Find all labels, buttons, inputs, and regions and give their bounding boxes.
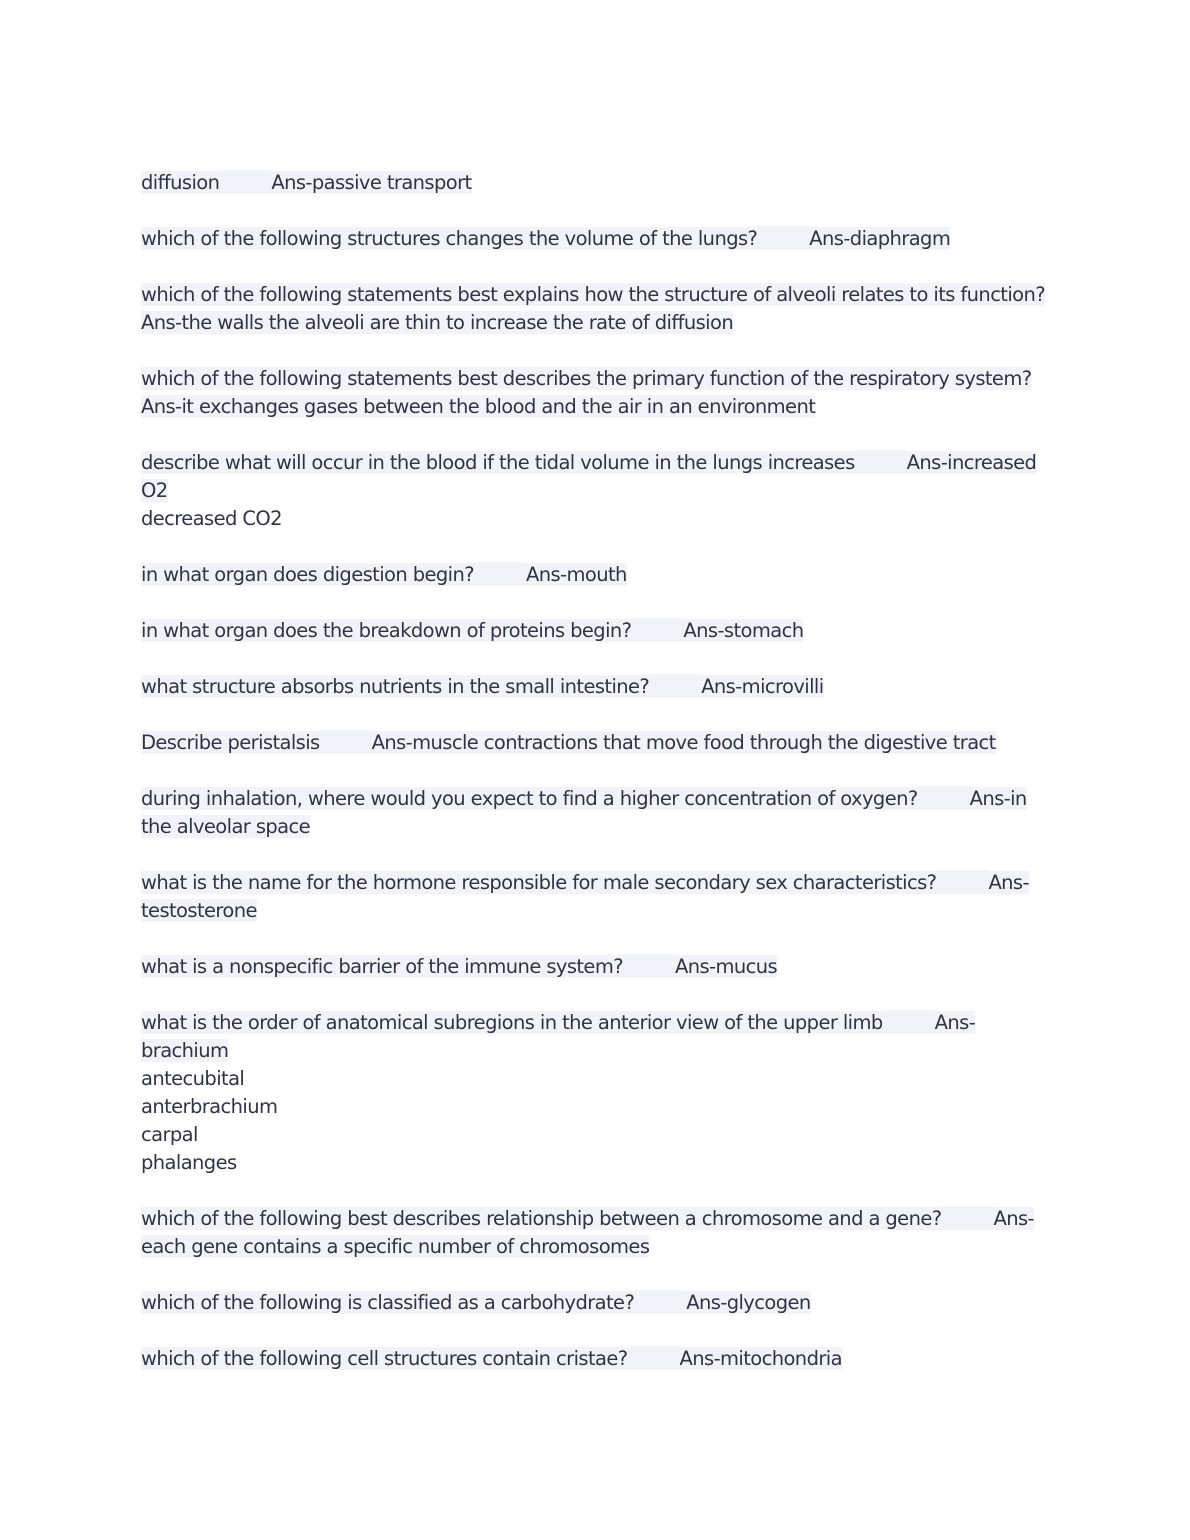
question-text: in what organ does digestion begin? <box>141 563 474 586</box>
qa-item <box>141 1289 1051 1317</box>
answer-text: Ans-it exchanges gases between the blood and the air in an environment <box>141 395 816 418</box>
answer-text: Ans-passive transport <box>271 171 472 194</box>
qa-item <box>141 1345 1051 1373</box>
question-text: during inhalation, where would you expect to find a higher concentration of oxygen? <box>141 787 918 810</box>
question-text: which of the following cell structures contain cristae? <box>141 1347 628 1370</box>
question-text: diffusion <box>141 171 220 194</box>
question-text: which of the following is classified as a carbohydrate? <box>141 1291 635 1314</box>
question-text: Describe peristalsis <box>141 731 320 754</box>
answer-text: Ans-increased O2 <box>141 451 1037 502</box>
answer-text-line-2: decreased CO2 <box>141 507 282 530</box>
document-page <box>141 169 1051 1401</box>
list-item: antecubital <box>141 1067 245 1090</box>
answer-text: Ans-brachium <box>141 1011 976 1062</box>
answer-text: Ans-in the alveolar space <box>141 787 1027 838</box>
list-item: phalanges <box>141 1151 237 1174</box>
answer-text: Ans-muscle contractions that move food through the digestive tract <box>371 731 996 754</box>
question-text: what is a nonspecific barrier of the immune system? <box>141 955 623 978</box>
qa-item <box>141 561 1051 589</box>
answer-text: Ans-microvilli <box>701 675 824 698</box>
answer-text: Ans-the walls the alveoli are thin to increase the rate of diffusion <box>141 311 734 334</box>
qa-item <box>141 953 1051 981</box>
answer-text: Ans-mitochondria <box>679 1347 842 1370</box>
question-text: what is the name for the hormone responsible for male secondary sex characteristics? <box>141 871 937 894</box>
list-item: anterbrachium <box>141 1095 278 1118</box>
qa-item <box>141 729 1051 757</box>
qa-item <box>141 169 1051 197</box>
question-text: describe what will occur in the blood if the tidal volume in the lungs increases <box>141 451 855 474</box>
question-text: what structure absorbs nutrients in the small intestine? <box>141 675 650 698</box>
qa-item <box>141 225 1051 253</box>
answer-text: Ans-mucus <box>674 955 778 978</box>
qa-item <box>141 449 1051 533</box>
qa-item <box>141 673 1051 701</box>
qa-item <box>141 1009 1051 1177</box>
question-text: which of the following structures changes the volume of the lungs? <box>141 227 758 250</box>
answer-text: Ans-glycogen <box>686 1291 811 1314</box>
qa-item <box>141 785 1051 841</box>
list-item: carpal <box>141 1123 198 1146</box>
qa-item <box>141 869 1051 925</box>
question-text: which of the following best describes relationship between a chromosome and a gene? <box>141 1207 942 1230</box>
qa-item <box>141 617 1051 645</box>
answer-text: Ans-stomach <box>683 619 804 642</box>
question-text: in what organ does the breakdown of proteins begin? <box>141 619 632 642</box>
question-text: what is the order of anatomical subregions in the anterior view of the upper limb <box>141 1011 883 1034</box>
qa-item <box>141 365 1051 421</box>
answer-text: Ans-each gene contains a specific number of chromosomes <box>141 1207 1034 1258</box>
qa-item <box>141 1205 1051 1261</box>
question-text: which of the following statements best describes the primary function of the respiratory system? <box>141 367 1032 390</box>
answer-text: Ans-diaphragm <box>809 227 951 250</box>
qa-item <box>141 281 1051 337</box>
answer-text: Ans-testosterone <box>141 871 1029 922</box>
answer-text: Ans-mouth <box>526 563 627 586</box>
question-text: which of the following statements best explains how the structure of alveoli relates to its function? <box>141 283 1046 306</box>
